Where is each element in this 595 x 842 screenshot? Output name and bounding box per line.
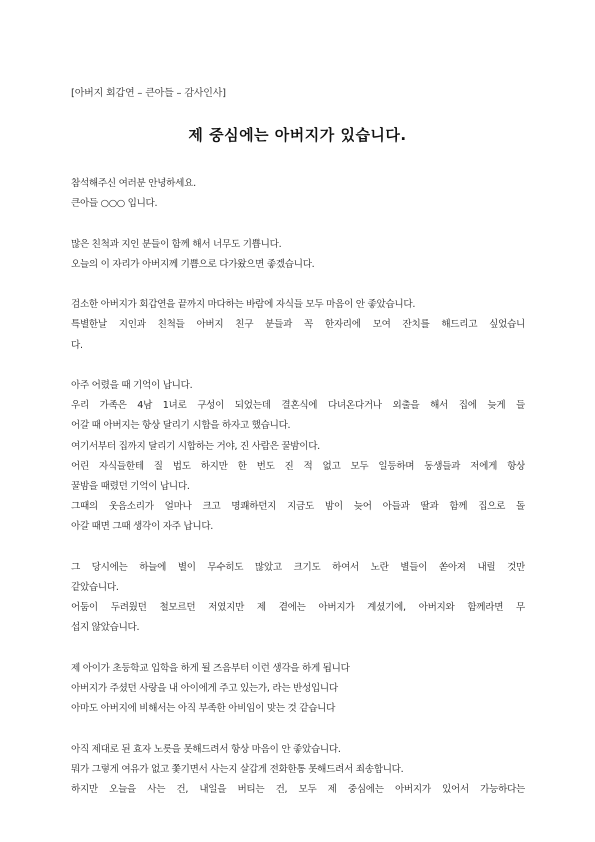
text-line: 여기서부터 집까지 달리기 시합하는 거야, 진 사람은 꿀밤이다. (71, 440, 320, 452)
text-line: 꿀밤을 때렸던 기억이 납니다. (71, 481, 190, 492)
paragraph (71, 558, 525, 639)
text-line: 뭐가 그렇게 여유가 없고 쫓기면서 사는지 살갑게 전화한통 못해드려서 죄송합니다. (71, 763, 404, 775)
text-line: 아직 제대로 된 효자 노릇을 못해드려서 항상 마음이 안 좋았습니다. (71, 743, 341, 755)
text-line: 다. (71, 339, 83, 351)
paragraph (71, 376, 525, 538)
text-line: 그 당시에는 하늘에 별이 무수히도 많았고 크기도 하여서 노란 별들이 쏟아져 내릴 것만 (71, 561, 525, 573)
text-line: 참석해주신 여러분 안녕하세요. (71, 178, 196, 189)
paragraph (71, 235, 525, 275)
text-line: 섭지 않았습니다. (71, 622, 140, 634)
paragraph (71, 740, 525, 801)
text-line: 우리 가족은 4남 1녀로 구성이 되었는데 결혼식에 다녀온다거나 외출을 해서 집에 늦게 들 (71, 400, 525, 412)
text-line: 어린 자식들한테 질 법도 하지만 한 번도 진 적 없고 모두 일등하며 동생들과 저에게 항상 (71, 460, 525, 472)
text-line: 많은 친척과 지인 분들이 함께 해서 너무도 기쁩니다. (71, 238, 282, 250)
text-line: 아주 어렸을 때 기억이 납니다. (71, 379, 193, 391)
text-line: 같았습니다. (71, 582, 119, 593)
text-line: 아갈 때면 그때 생각이 자주 납니다. (71, 521, 214, 533)
paragraph (71, 174, 525, 214)
text-line: 아버지가 주셨던 사랑을 내 아이에게 주고 있는가, 라는 반성입니다 (71, 683, 338, 694)
text-line: 큰아들 ○○○ 입니다. (71, 198, 158, 210)
paragraph (71, 659, 525, 720)
document-title: 제 중심에는 아버지가 있습니다. (188, 126, 407, 144)
document-header: [아버지 회갑연 – 큰아들 – 감사인사] (71, 88, 226, 99)
text-line: 아마도 아버지에 비해서는 아직 부족한 아비임이 맞는 것 같습니다 (71, 703, 336, 715)
text-line: 검소한 아버지가 회갑연을 끝까지 마다하는 바람에 자식들 모두 마음이 안 좋았습니다. (71, 299, 416, 311)
text-line: 제 아이가 초등학교 입학을 하게 될 즈음부터 이런 생각을 하게 됩니다 (71, 662, 350, 674)
document-body (71, 174, 525, 820)
text-line: 그때의 웃음소리가 얼마나 크고 명쾌하던지 지금도 밤이 늦어 아들과 딸과 함께 집으로 돌 (71, 501, 525, 513)
text-line: 어둠이 두려웠던 철모르던 저였지만 제 곁에는 아버지가 계셨기에, 아버지와 함께라면 무 (71, 602, 525, 614)
text-line: 하지만 오늘을 사는 건, 내일을 버티는 건, 모두 제 중심에는 아버지가 있어서 가능하다는 (71, 784, 525, 795)
text-line: 오늘의 이 자리가 아버지께 기쁨으로 다가왔으면 좋겠습니다. (71, 258, 315, 270)
text-line: 어갈 때 아버지는 항상 달리기 시합을 하자고 했습니다. (71, 420, 291, 432)
text-line: 특별한날 지인과 친척들 아버지 친구 분들과 꼭 한자리에 모여 잔치를 해드리고 싶었습니 (71, 319, 525, 331)
paragraph (71, 295, 525, 356)
